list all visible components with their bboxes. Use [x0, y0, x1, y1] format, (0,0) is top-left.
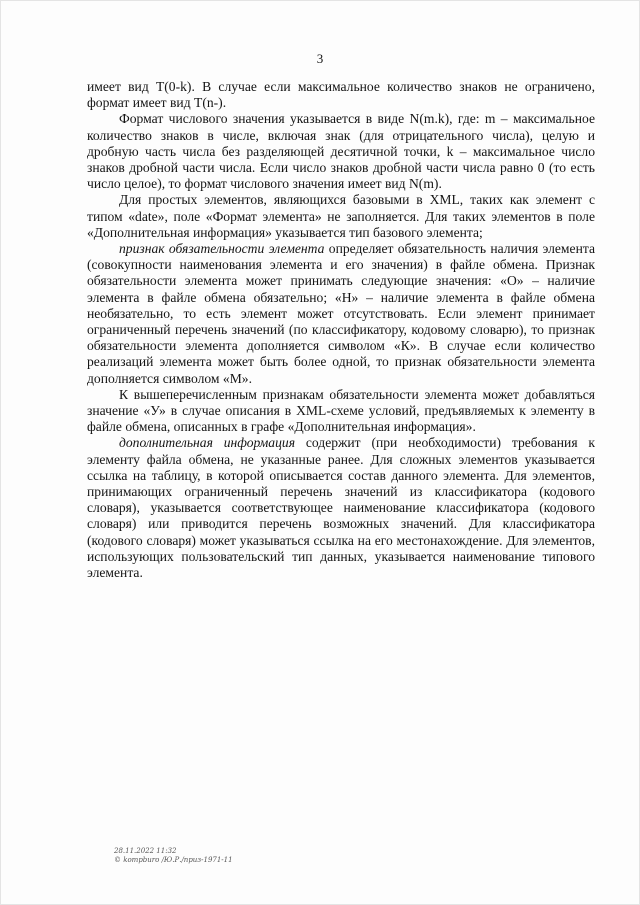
- additional-info-text: содержит (при необходимости) требования к элементу файла обмена, не указанные ранее. Для сложных элементов указывается ссылка на таблицу, в которой описывается состав данного элемента. Для элементов, принимающих ограниченный перечень значений из классификатора (кодового словаря), указывается соответствующее наименование классификатора (кодового словаря) или приводится перечень возможных значений. Для классификатора (кодового словаря) может указываться ссылка на его местонахождение. Для элементов, использующих пользовательский тип данных, указывается наименование типового элемента.: [87, 435, 595, 581]
- paragraph-required-flag: [87, 241, 595, 387]
- paragraph-additional-info: [87, 435, 595, 581]
- paragraph-format-text-end: имеет вид T(0-k). В случае если максимальное количество знаков не ограничено, формат имеет вид T(n-).: [87, 79, 595, 111]
- print-stamp: [114, 847, 233, 865]
- paragraph-numeric-format: Формат числового значения указывается в виде N(m.k), где: m – максимальное количество знаков в числе, включая знак (для отрицательного числа), целую и дробную часть числа без разделяющей десятичной точки, k – максимальное число знаков дробной части числа. Если число знаков дробной части числа равно 0 (то есть число целое), то формат числового значения имеет вид N(m).: [87, 111, 595, 192]
- required-flag-text: определяет обязательность наличия элемента (совокупности наименования элемента и его значения) в файле обмена. Признак обязательности элемента может принимать следующие значения: «О» – наличие элемента в файле обмена обязательно; «Н» – наличие элемента в файле обмена необязательно, то есть элемент может отсутствовать. Если элемент принимает ограниченный перечень значений (по классификатору, кодовому словарю), то признак обязательности элемента дополняется символом «К». В случае если количество реализаций элемента может быть более одной, то признак обязательности элемента дополняется символом «М».: [87, 241, 595, 386]
- paragraph-conditional-flag: К вышеперечисленным признакам обязательности элемента может добавляться значение «У» в случае описания в XML-схеме условий, предъявляемых к элементу в файле обмена, описанных в графе «Дополнительная информация».: [87, 386, 595, 435]
- paragraph-base-xml-elements: Для простых элементов, являющихся базовыми в XML, таких как элемент с типом «date», поле «Формат элемента» не заполняется. Для таких элементов в поле «Дополнительная информация» указывается тип базового элемента;: [87, 192, 595, 240]
- page-number: 3: [316, 51, 324, 66]
- term-required-flag: признак обязательности элемента: [119, 241, 325, 257]
- body-text: [87, 79, 595, 581]
- stamp-date: 28.11.2022 11:32: [114, 847, 177, 855]
- term-additional-info: дополнительная информация: [119, 435, 296, 451]
- stamp-source: © kompburo /Ю.Р./приз-1971-11: [114, 856, 233, 864]
